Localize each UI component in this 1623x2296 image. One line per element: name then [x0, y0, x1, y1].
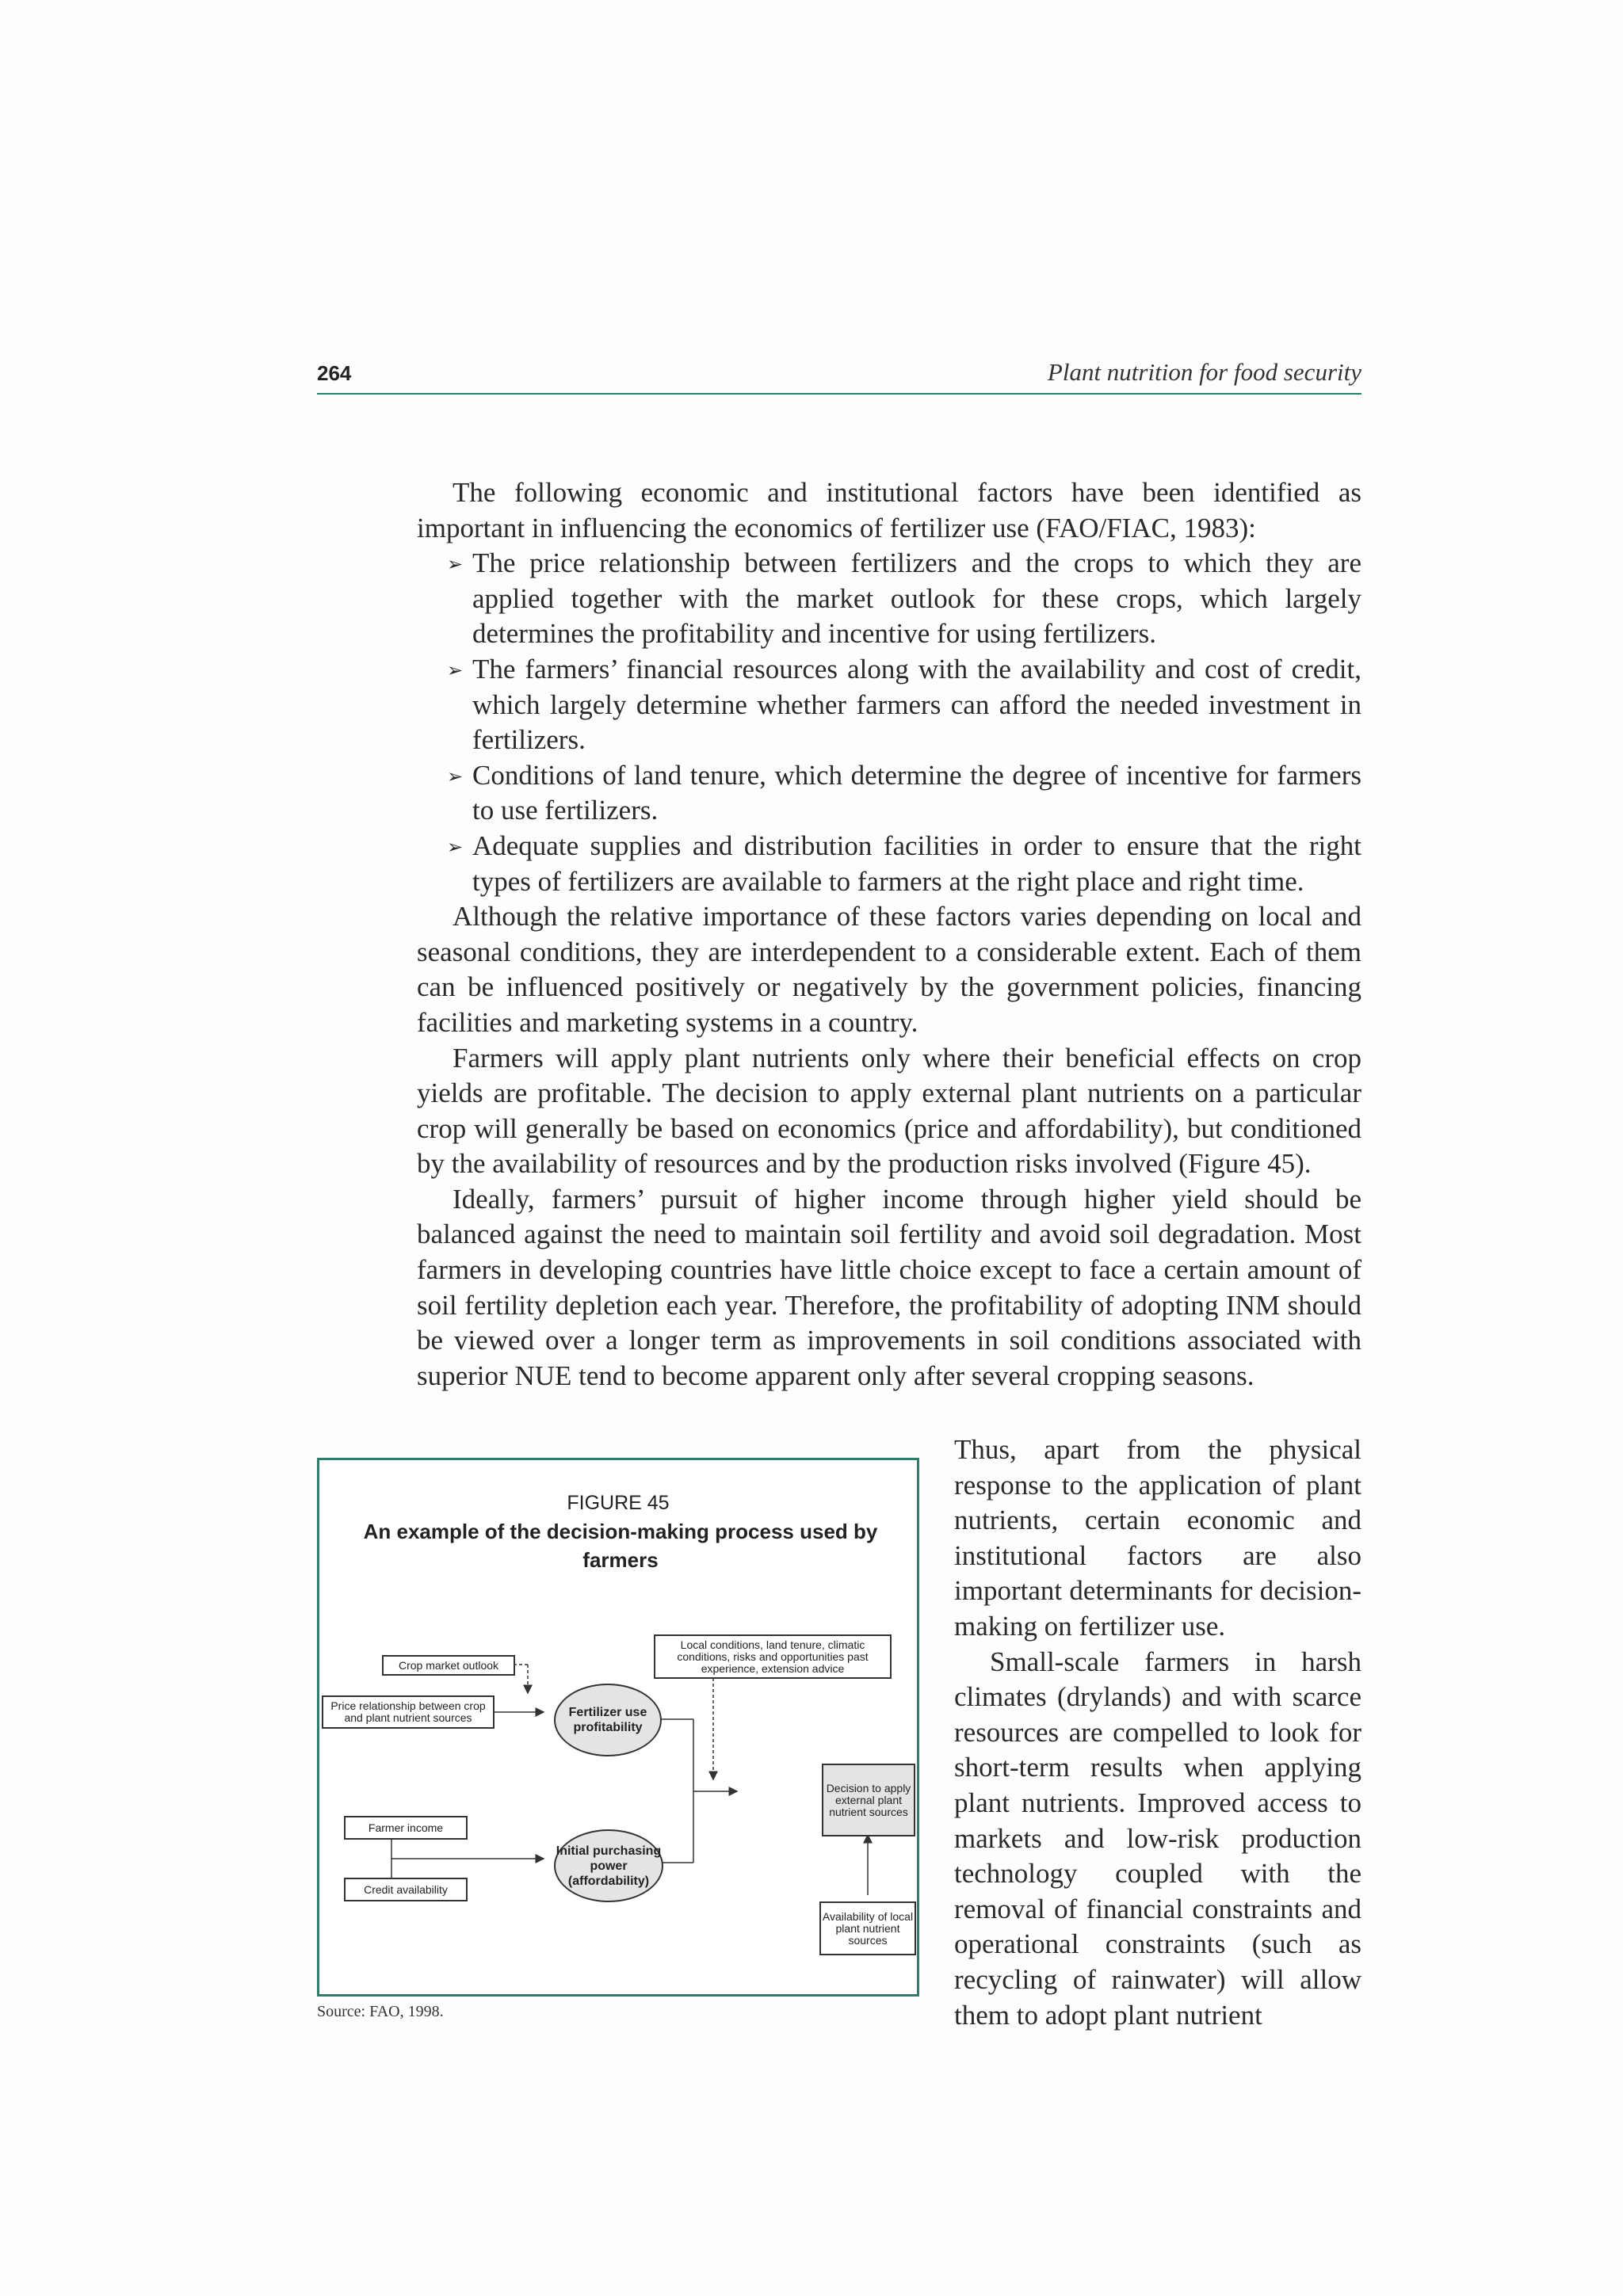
header-rule — [317, 393, 1361, 395]
intro-paragraph: The following economic and institutional factors have been identified as important in influencing the economics of fertilizer use (FAO/FIAC, 1983): — [417, 477, 1361, 543]
paragraph: Thus, apart from the physical response to the application of plant nutrients, certain economic and institutional factors are also important determinants for decision-making on fertilizer use. — [954, 1434, 1361, 1642]
purchasing-power-oval: Initial purchasing power (affordability) — [554, 1829, 663, 1902]
list-item: ➢ Adequate supplies and distribution facilities in order to ensure that the right types of fertilizers are available to farmers at the right place and right time. — [447, 830, 1361, 897]
running-title: Plant nutrition for food security — [1047, 358, 1361, 386]
paragraph: Small-scale farmers in harsh climates (drylands) and with scarce resources are compelled to look for short-term results when applying plant nutrients. Improved access to markets and low-risk production technology coupled with the removal of financial constraints and operational constraints (such as recycling of rainwater) will allow them to adopt plant nutrient — [954, 1646, 1361, 2031]
paragraph: Although the relative importance of these factors varies depending on local and seasonal conditions, they are interdependent to a considerable extent. Each of them can be influenced positively or negatively by the government policies, financing facilities and marketing systems in a country. — [417, 901, 1361, 1038]
list-item: ➢ The price relationship between fertilizers and the crops to which they are applied together with the market outlook for these crops, which largely determines the profitability and incentive for using fertilizers. — [447, 547, 1361, 650]
figure-45 — [317, 1458, 919, 1997]
figure-label: FIGURE 45 — [567, 1492, 670, 1514]
side-column-text — [954, 1432, 1361, 2033]
main-text — [417, 475, 1361, 1394]
arrow-bullet-icon: ➢ — [447, 553, 464, 576]
list-item: ➢ The farmers’ financial resources along with the availability and cost of credit, which largely determine whether farmers can afford the needed investment in fertilizers. — [447, 653, 1361, 756]
paragraph: Ideally, farmers’ pursuit of higher income through higher yield should be balanced against the need to maintain soil fertility and avoid soil degradation. Most farmers in developing countries have little choice except to face a certain amount of soil fertility depletion each year. Therefore, the profitability of adopting INM should be viewed over a longer term as improvements in soil conditions associated with superior NUE tend to become apparent only after several cropping seasons. — [417, 1183, 1361, 1391]
arrow-bullet-icon: ➢ — [447, 658, 464, 681]
arrow-bullet-icon: ➢ — [447, 765, 464, 788]
credit-availability-box: Credit availability — [344, 1878, 468, 1901]
factor-list — [417, 546, 1361, 899]
figure-title: An example of the decision-making process used by farmers — [363, 1520, 878, 1572]
farmer-income-box: Farmer income — [344, 1816, 468, 1840]
local-conditions-box: Local conditions, land tenure, climatic conditions, risks and opportunities past experience, extension advice — [654, 1634, 892, 1679]
arrow-bullet-icon: ➢ — [447, 835, 464, 858]
price-relationship-box: Price relationship between crop and plant nutrient sources — [322, 1695, 495, 1729]
fertilizer-profitability-oval: Fertilizer use profitability — [554, 1684, 662, 1756]
decision-box: Decision to apply external plant nutrient sources — [822, 1764, 915, 1836]
crop-market-outlook-box: Crop market outlook — [382, 1655, 515, 1676]
figure-source: Source: FAO, 1998. — [317, 2003, 444, 2020]
page-number: 264 — [317, 361, 352, 385]
availability-local-box: Availability of local plant nutrient sources — [819, 1901, 916, 1955]
list-item: ➢ Conditions of land tenure, which determine the degree of incentive for farmers to use fertilizers. — [447, 759, 1361, 826]
paragraph: Farmers will apply plant nutrients only where their beneficial effects on crop yields are profitable. The decision to apply external plant nutrients on a particular crop will generally be based on economics (price and affordability), but conditioned by the availability of resources and by the production risks involved (Figure 45). — [417, 1042, 1361, 1180]
